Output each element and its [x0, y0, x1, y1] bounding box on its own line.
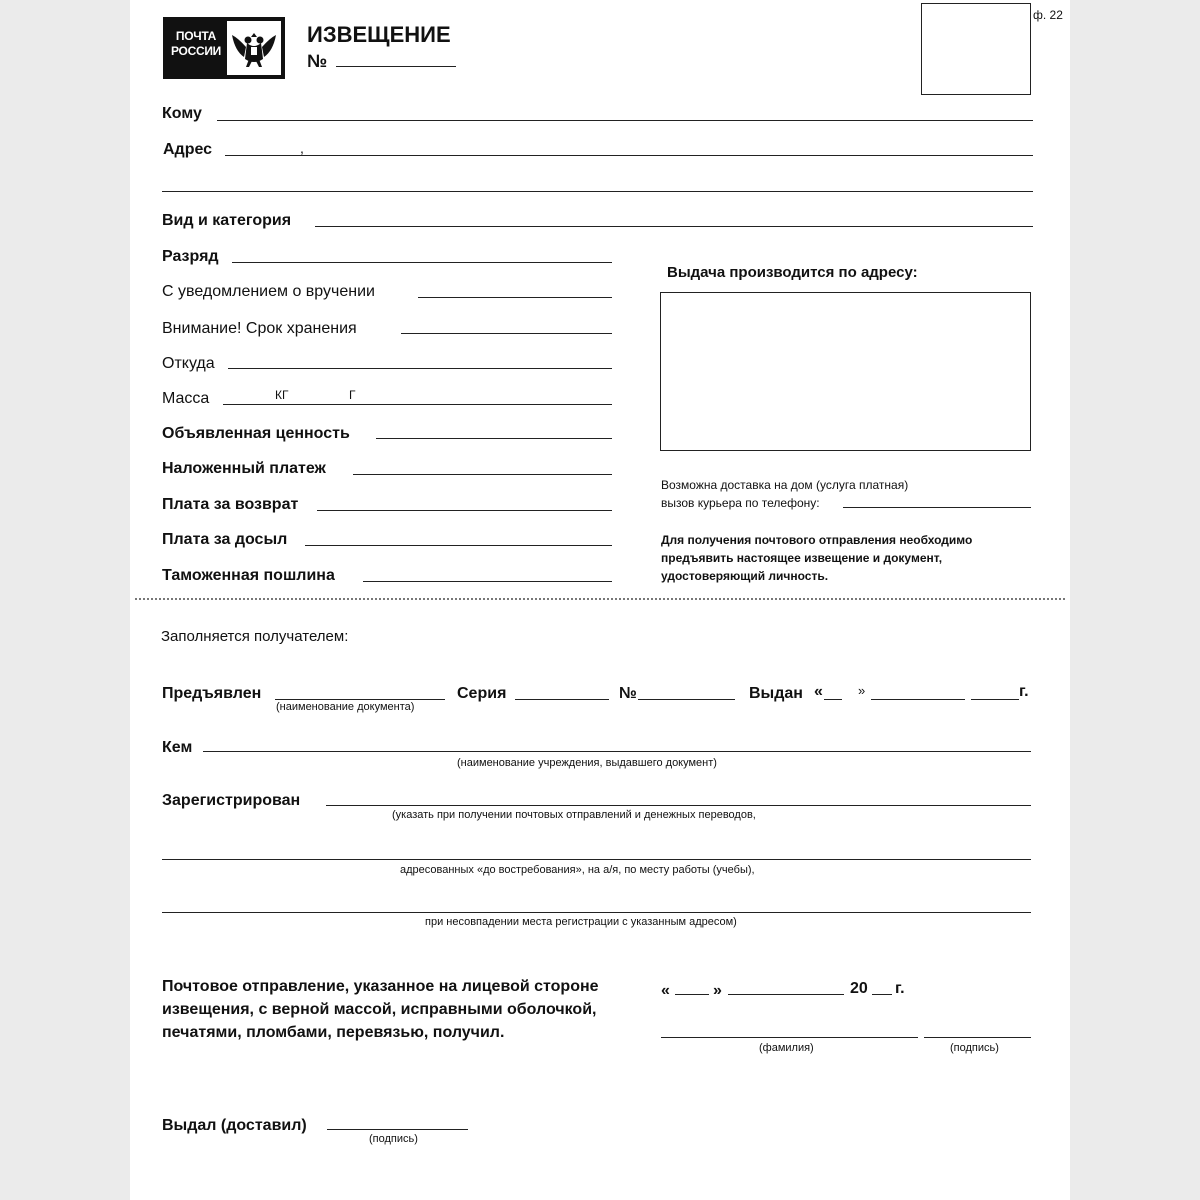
- receipt-date-quote-open: «: [661, 982, 670, 999]
- registration-caption-1: (указать при получении почтовых отправлений и денежных переводов,: [392, 809, 756, 821]
- return-fee-label: Плата за возврат: [162, 496, 299, 513]
- doc-number-field[interactable]: [638, 699, 735, 700]
- delivery-notice-label: С уведомлением о вручении: [162, 283, 375, 300]
- issued-month-field[interactable]: [871, 699, 965, 700]
- to-field[interactable]: [217, 120, 1033, 121]
- receipt-date-century: 20: [850, 980, 868, 997]
- receipt-month-field[interactable]: [728, 994, 844, 995]
- cut-line: [135, 598, 1065, 600]
- form-code: ф. 22: [1033, 8, 1063, 22]
- address-comma: ,: [300, 140, 304, 156]
- receipt-confirmation-text: Почтовое отправление, указанное на лицевой стороне извещения, с верной массой, исправными оболочкой, печатями, пломбами, перевязью, получил.: [162, 978, 599, 1041]
- storage-field[interactable]: [401, 333, 612, 334]
- logo-text: [167, 29, 225, 59]
- registration-caption-3: при несовпадении места регистрации с указанным адресом): [425, 916, 737, 928]
- type-category-label: Вид и категория: [162, 212, 292, 229]
- id-requirement-note: Для получения почтового отправления необходимо предъявить настоящее извещение и документ, удостоверяющий личность.: [661, 533, 973, 583]
- series-label: Серия: [457, 685, 507, 702]
- document-name-field[interactable]: [275, 699, 445, 700]
- presented-label: Предъявлен: [162, 685, 262, 702]
- document-name-caption: (наименование документа): [276, 701, 415, 713]
- form-title: ИЗВЕЩЕНИЕ: [307, 22, 451, 47]
- grade-field[interactable]: [232, 262, 612, 263]
- doc-number-label: №: [619, 685, 637, 702]
- surname-caption: (фамилия): [759, 1042, 814, 1054]
- grade-label: Разряд: [162, 248, 219, 265]
- declared-value-field[interactable]: [376, 438, 612, 439]
- cod-field[interactable]: [353, 474, 612, 475]
- home-delivery-line2: вызов курьера по телефону:: [661, 496, 820, 510]
- registration-caption-2: адресованных «до востребования», на а/я, по месту работы (учебы),: [400, 864, 755, 876]
- receipt-year-suffix: г.: [895, 980, 905, 997]
- cod-label: Наложенный платеж: [162, 460, 326, 477]
- courier-phone-field[interactable]: [843, 507, 1031, 508]
- to-label: Кому: [162, 105, 202, 122]
- issued-quote-open: «: [814, 683, 823, 700]
- mass-field[interactable]: [223, 404, 612, 405]
- forward-fee-label: Плата за досыл: [162, 531, 288, 548]
- recipient-surname-field[interactable]: [661, 1037, 918, 1038]
- address-label: Адрес: [163, 141, 213, 158]
- issued-year-suffix: г.: [1019, 683, 1029, 700]
- storage-warning-label: Внимание! Срок хранения: [162, 320, 357, 337]
- issue-address-box: [660, 292, 1031, 451]
- issuer-signature-field[interactable]: [327, 1129, 468, 1130]
- registration-field-line2[interactable]: [162, 859, 1031, 860]
- issued-year-field[interactable]: [971, 699, 1019, 700]
- address-field[interactable]: [225, 155, 1033, 156]
- customs-field[interactable]: [363, 581, 612, 582]
- customs-label: Таможенная пошлина: [162, 567, 335, 584]
- receipt-day-field[interactable]: [675, 994, 709, 995]
- from-field[interactable]: [228, 368, 612, 369]
- mass-g-unit: Г: [349, 388, 356, 402]
- return-fee-field[interactable]: [317, 510, 612, 511]
- issuing-institution-field[interactable]: [203, 751, 1031, 752]
- declared-value-label: Объявленная ценность: [162, 425, 350, 442]
- stamp-box: [921, 3, 1031, 95]
- from-label: Откуда: [162, 355, 215, 372]
- eagle-emblem-icon: [227, 21, 281, 75]
- forward-fee-field[interactable]: [305, 545, 612, 546]
- mass-label: Масса: [162, 390, 210, 407]
- issued-by-label: Выдал (доставил): [162, 1117, 307, 1134]
- registration-field[interactable]: [326, 805, 1031, 806]
- notice-number-label: №: [307, 51, 328, 71]
- issue-address-label: Выдача производится по адресу:: [667, 264, 918, 281]
- series-field[interactable]: [515, 699, 609, 700]
- recipient-signature-field[interactable]: [924, 1037, 1031, 1038]
- issued-label: Выдан: [749, 685, 803, 702]
- receipt-date-quote-close: »: [713, 982, 722, 999]
- address-field-line2[interactable]: [162, 191, 1033, 192]
- delivery-notice-field[interactable]: [418, 297, 612, 298]
- russian-post-logo: [163, 17, 285, 79]
- registered-label: Зарегистрирован: [162, 792, 301, 809]
- logo-line2: РОССИИ: [171, 44, 221, 58]
- issued-day-field[interactable]: [824, 699, 842, 700]
- issuer-signature-caption: (подпись): [369, 1133, 418, 1145]
- recipient-fill-label: Заполняется получателем:: [161, 628, 349, 645]
- recipient-signature-caption: (подпись): [950, 1042, 999, 1054]
- receipt-year-field[interactable]: [872, 994, 892, 995]
- logo-line1: ПОЧТА: [175, 29, 217, 43]
- institution-caption: (наименование учреждения, выдавшего документ): [457, 757, 717, 769]
- by-whom-label: Кем: [162, 739, 193, 756]
- notice-number-field[interactable]: [336, 66, 456, 67]
- registration-field-line3[interactable]: [162, 912, 1031, 913]
- issued-quote-close: »: [858, 683, 866, 698]
- mass-kg-unit: КГ: [275, 388, 289, 402]
- type-category-field[interactable]: [315, 226, 1033, 227]
- notice-form: [130, 0, 1070, 1200]
- home-delivery-line1: Возможна доставка на дом (услуга платная): [661, 478, 909, 492]
